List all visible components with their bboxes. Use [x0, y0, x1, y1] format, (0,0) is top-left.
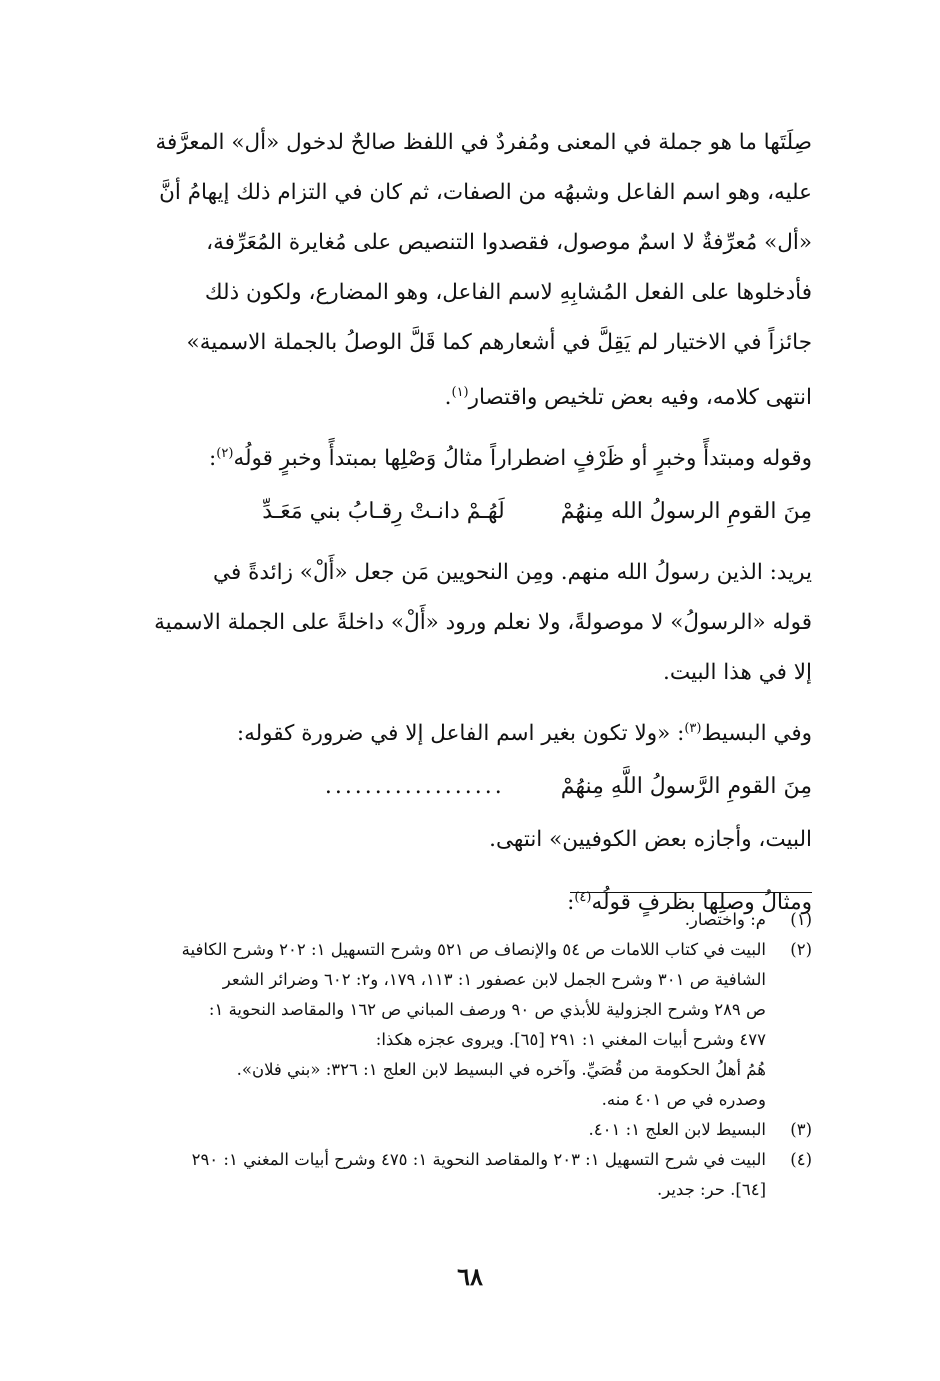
verse-hemistich-first: مِنَ القومِ الرَّسولُ اللَّهِ مِنهُمْ — [560, 774, 812, 800]
text-line: انتهى كلامه، وفيه بعض تلخيص واقتصار — [468, 385, 812, 411]
text-line: صِلَتَها ما هو جملة في المعنى ومُفردٌ في اللفظ صالحٌ لدخول «أل» المعرَّفة — [155, 130, 812, 155]
footnote-number: (١) — [790, 910, 812, 929]
footnote-line: [٦٤]. حر: جدير. — [656, 1180, 766, 1199]
footnote-line: البيت في كتاب اللامات ص ٥٤ والإنصاف ص ٥٢١ وشرح التسهيل ١: ٢٠٢ وشرح الكافية — [181, 940, 766, 959]
footnote-2 — [92, 935, 812, 1115]
colon: : — [567, 890, 575, 916]
main-text — [92, 118, 812, 929]
footnote-ref: (٣) — [684, 721, 702, 737]
footnote-4 — [92, 1145, 812, 1205]
footnote-separator — [570, 892, 812, 893]
verse-hemistich-second: لَهُـمْ دانـتْ رِقـابُ بني مَعَـدِّ — [262, 499, 505, 525]
text-segment: ومثالُ وصلِها بظرفٍ قولُه — [591, 890, 812, 916]
text-line: يريد: الذين رسولُ الله منهم. ومِن النحويين مَن جعل «أَلْ» زائدةً في — [213, 560, 812, 586]
text-line: وقوله ومبتدأً وخبرٍ أو ظَرْفٍ اضطراراً مثالُ وَصْلِها بمبتدأً وخبرٍ قولُه — [233, 446, 812, 472]
footnote-ref: (١) — [451, 385, 469, 400]
verse-hemistich-first: مِنَ القومِ الرسولُ الله مِنهُمْ — [560, 499, 812, 525]
paragraph-1: صِلَتَها ما هو جملة في المعنى ومُفردٌ في اللفظ صالحٌ لدخول «أل» المعرَّفة عليه، وهو اسم الفاعل وشبهُه من الصفات، ثم كان في التزام ذلك إيهامُ أنَّ «أل» مُعرِّفةٌ لا اسمٌ موصول، فقصدوا التنصيص على مُغايرة المُعَرِّفة، فأدخلوها على الفعل المُشابِهِ لاسم الفاعل، وهو المضارع، ولكون ذلك جائزاً في الاختيار لم يَقِلَّ في أشعارهم كما قَلَّ الوصلُ بالجملة الاسمية» انتهى كلامه، وفيه بعض تلخيص واقتصار$^{(١)}$. — [155, 130, 812, 411]
paragraph-3 — [92, 548, 812, 698]
text-line: البيت، وأجازه بعض الكوفيين» انتهى. — [489, 827, 812, 853]
footnote-line: البسيط لابن العلج ١: ٤٠١. — [588, 1120, 766, 1139]
footnote-line: م: واختصار. — [684, 910, 766, 929]
footnote-1 — [92, 905, 812, 935]
text-segment: : «ولا تكون بغير اسم الفاعل إلا في ضرورة كقوله: — [236, 721, 685, 747]
verse-ellipsis: .................. — [324, 774, 505, 800]
footnote-3 — [92, 1115, 812, 1145]
footnote-line: البيت في شرح التسهيل ١: ٢٠٣ والمقاصد النحوية ١: ٤٧٥ وشرح أبيات المغني ١: ٢٩٠ — [191, 1150, 766, 1169]
text-line: قوله «الرسولُ» لا موصولةً، ولا نعلم ورود «أَلْ» داخلةً على الجملة الاسمية — [154, 610, 812, 636]
footnote-line: وصدره في ص ٤٠١ منه. — [601, 1090, 766, 1109]
text-line: جائزاً في الاختيار لم يَقِلَّ في أشعارهم كما قَلَّ الوصلُ بالجملة الاسمية» — [186, 330, 812, 355]
text-line: عليه، وهو اسم الفاعل وشبهُه من الصفات، ثم كان في التزام ذلك إيهامُ أنَّ — [159, 180, 812, 205]
verse-2 — [92, 759, 812, 815]
page-number: ٦٨ — [457, 1262, 483, 1291]
text-line: إلا في هذا البيت. — [663, 660, 812, 686]
text-line: «أل» مُعرِّفةٌ لا اسمٌ موصول، فقصدوا التنصيص على مُغايرة المُعَرِّفة، — [206, 230, 812, 255]
footnotes — [92, 905, 812, 1205]
footnote-line: هُمُ أهلُ الحكومة من قُصَيِّ. وآخره في البسيط لابن العلج ١: ٣٢٦: «بني فلان». — [236, 1060, 766, 1079]
paragraph-5 — [92, 815, 812, 865]
footnote-ref: (٤) — [574, 890, 592, 906]
verse-1 — [92, 484, 812, 540]
footnote-line: ٤٧٧ وشرح أبيات المغني ١: ٢٩١ [٦٥]. ويروى عجزه هكذا: — [375, 1030, 766, 1049]
footnote-number: (٤) — [790, 1150, 812, 1169]
footnote-number: (٢) — [790, 940, 812, 959]
colon: : — [209, 446, 217, 472]
footnote-number: (٣) — [790, 1120, 812, 1139]
text-segment: وفي البسيط — [701, 721, 812, 747]
footnote-ref: (٢) — [216, 446, 234, 462]
text-line: فأدخلوها على الفعل المُشابِهِ لاسم الفاعل، وهو المضارع، ولكون ذلك — [204, 280, 812, 305]
footnote-line: ص ٢٨٩ وشرح الجزولية للأبذي ص ٩٠ ورصف المباني ص ١٦٢ والمقاصد النحوية ١: — [208, 1000, 766, 1019]
footnote-line: الشافية ص ٣٠١ وشرح الجمل لابن عصفور ١: ١١٣، ١٧٩، و٢: ٦٠٢ وضرائر الشعر — [222, 970, 766, 989]
paragraph-4 — [92, 704, 812, 759]
paragraph-2 — [92, 429, 812, 484]
